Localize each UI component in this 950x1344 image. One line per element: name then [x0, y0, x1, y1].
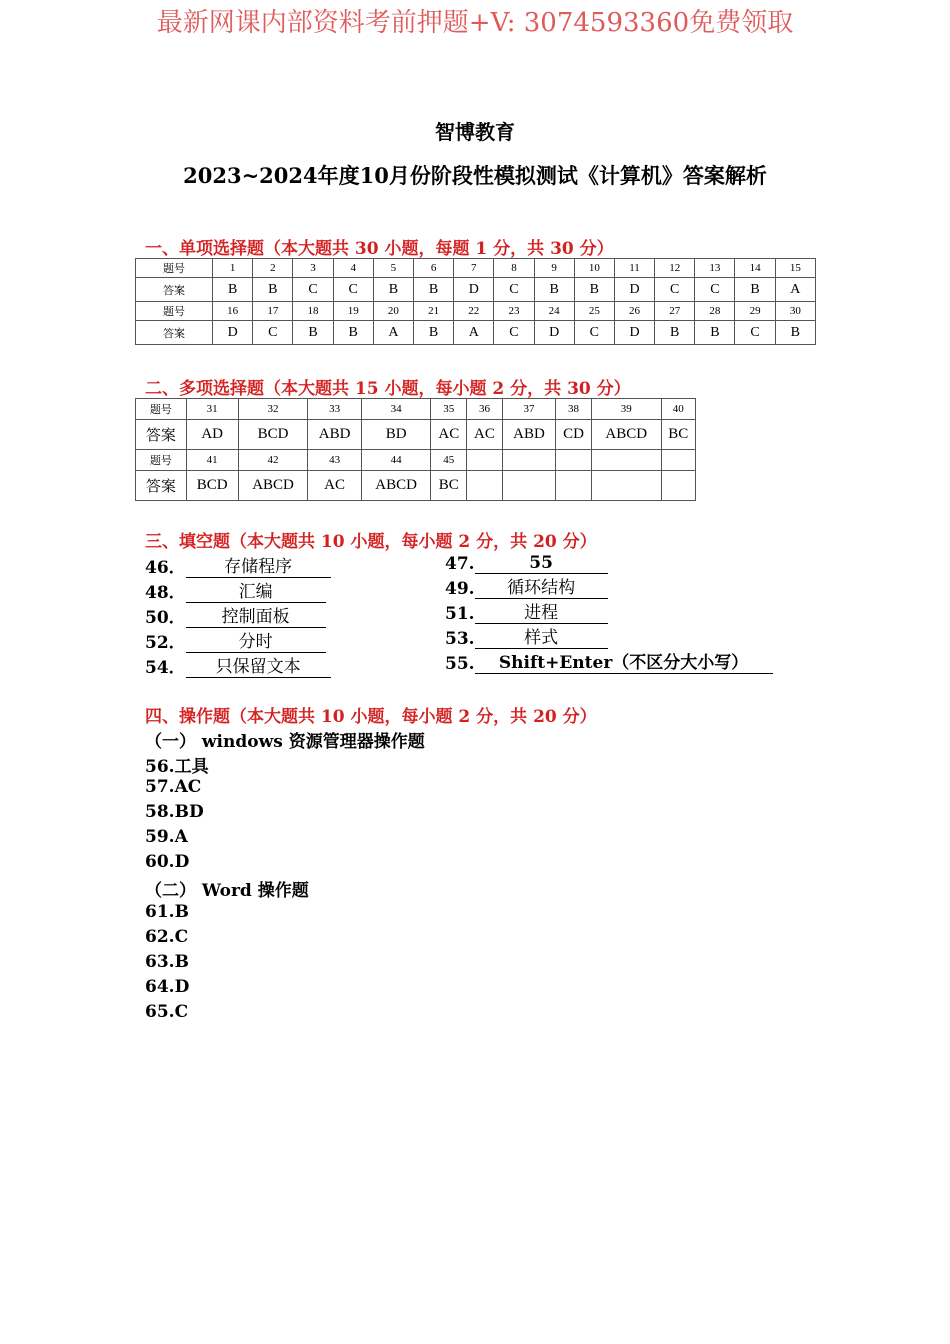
answer-cell: C: [494, 321, 534, 345]
question-number-cell: 25: [574, 302, 614, 321]
fill-item-number: 49.: [445, 579, 475, 599]
fill-item-answer: 只保留文本: [186, 657, 331, 678]
fill-item-number: 51.: [445, 604, 475, 624]
question-number-row: [136, 450, 696, 471]
answer-cell: B: [413, 278, 453, 302]
question-number-cell: 10: [574, 259, 614, 278]
operation-answer-64: 64.D: [145, 977, 190, 997]
answer-cell: A: [454, 321, 494, 345]
answer-cell: C: [695, 278, 735, 302]
question-number-cell: 38: [556, 399, 592, 420]
fill-item-number: 55.: [445, 654, 475, 674]
question-number-cell: 2: [253, 259, 293, 278]
question-number-cell: 24: [534, 302, 574, 321]
answer-cell: D: [534, 321, 574, 345]
fill-item-answer: 进程: [475, 603, 608, 624]
answer-row: [136, 278, 816, 302]
answer-cell: ABD: [502, 420, 555, 450]
fill-item-answer: Shift+Enter（不区分大小写）: [475, 653, 773, 674]
answer-cell: D: [213, 321, 253, 345]
question-number-cell: 28: [695, 302, 735, 321]
answer-cell: CD: [556, 420, 592, 450]
answer-cell: ABD: [308, 420, 361, 450]
question-number-cell: 13: [695, 259, 735, 278]
section-fill-blank-title: 三、填空题（本大题共 10 小题，每小题 2 分，共 20 分）: [145, 532, 597, 552]
answer-cell: D: [614, 278, 654, 302]
fill-item-answer: 存储程序: [186, 557, 331, 578]
fill-item-46: [145, 553, 331, 578]
question-number-cell: 18: [293, 302, 333, 321]
operation-answer-62: 62.C: [145, 927, 189, 947]
question-number-cell: 16: [213, 302, 253, 321]
answer-cell: C: [494, 278, 534, 302]
question-number-label: 题号: [136, 399, 187, 420]
fill-item-answer: 控制面板: [186, 607, 326, 628]
multi-choice-answer-table: [135, 398, 696, 501]
question-number-cell: 44: [361, 450, 431, 471]
question-number-cell: 21: [413, 302, 453, 321]
fill-item-answer: 55: [475, 553, 608, 574]
answer-cell: [502, 471, 555, 501]
answer-cell: A: [775, 278, 815, 302]
fill-item-number: 53.: [445, 629, 475, 649]
question-number-cell: 41: [186, 450, 238, 471]
operation-answer-58: 58.BD: [145, 802, 204, 822]
question-number-cell: 5: [373, 259, 413, 278]
question-number-cell: 36: [467, 399, 503, 420]
question-number-cell: [556, 450, 592, 471]
answer-cell: D: [614, 321, 654, 345]
fill-item-47: [445, 553, 608, 574]
question-number-cell: 32: [238, 399, 308, 420]
answer-label: 答案: [136, 321, 213, 345]
answer-cell: B: [534, 278, 574, 302]
question-number-cell: 14: [735, 259, 775, 278]
fill-item-48: [145, 578, 326, 603]
fill-item-number: 46．: [145, 558, 186, 578]
answer-cell: AD: [186, 420, 238, 450]
operation-answer-56: 56.工具: [145, 757, 209, 777]
answer-cell: [661, 471, 695, 501]
question-number-cell: 4: [333, 259, 373, 278]
operation-answer-59: 59.A: [145, 827, 188, 847]
fill-item-answer: 分时: [186, 632, 326, 653]
answer-cell: ABCD: [591, 420, 661, 450]
question-number-cell: 3: [293, 259, 333, 278]
fill-item-51: [445, 603, 608, 624]
answer-row: [136, 420, 696, 450]
answer-cell: B: [293, 321, 333, 345]
question-number-cell: 12: [655, 259, 695, 278]
answer-cell: B: [775, 321, 815, 345]
answer-cell: C: [574, 321, 614, 345]
question-number-cell: 22: [454, 302, 494, 321]
answer-cell: BCD: [238, 420, 308, 450]
operation-part-word: （二） Word 操作题: [145, 881, 309, 901]
organization-name: 智博教育: [435, 120, 515, 144]
answer-cell: B: [333, 321, 373, 345]
answer-cell: [556, 471, 592, 501]
answer-cell: ABCD: [361, 471, 431, 501]
answer-cell: D: [454, 278, 494, 302]
fill-item-answer: 汇编: [186, 582, 326, 603]
answer-row: [136, 321, 816, 345]
question-number-cell: 9: [534, 259, 574, 278]
answer-cell: B: [574, 278, 614, 302]
question-number-cell: [661, 450, 695, 471]
question-number-cell: [591, 450, 661, 471]
fill-item-number: 50．: [145, 608, 186, 628]
answer-label: 答案: [136, 278, 213, 302]
fill-item-54: [145, 653, 331, 678]
answer-cell: [591, 471, 661, 501]
answer-cell: C: [293, 278, 333, 302]
fill-item-52: [145, 628, 326, 653]
fill-item-number: 48．: [145, 583, 186, 603]
answer-label: 答案: [136, 420, 187, 450]
question-number-cell: [467, 450, 503, 471]
question-number-cell: 29: [735, 302, 775, 321]
question-number-cell: 27: [655, 302, 695, 321]
operation-answer-61: 61.B: [145, 902, 189, 922]
fill-item-answer: 样式: [475, 628, 608, 649]
document-title: 2023~2024年度10月份阶段性模拟测试《计算机》答案解析: [183, 163, 767, 188]
question-number-cell: 26: [614, 302, 654, 321]
question-number-cell: 35: [431, 399, 467, 420]
operation-answer-60: 60.D: [145, 852, 190, 872]
question-number-cell: [502, 450, 555, 471]
question-number-label: 题号: [136, 302, 213, 321]
question-number-cell: 19: [333, 302, 373, 321]
answer-label: 答案: [136, 471, 187, 501]
question-number-cell: 23: [494, 302, 534, 321]
answer-cell: B: [373, 278, 413, 302]
question-number-cell: 34: [361, 399, 431, 420]
fill-item-answer: 循环结构: [475, 578, 608, 599]
operation-part-windows: （一） windows 资源管理器操作题: [145, 732, 425, 752]
section-operation-title: 四、操作题（本大题共 10 小题，每小题 2 分，共 20 分）: [145, 707, 597, 727]
section-multi-choice-title: 二、多项选择题（本大题共 15 小题，每小题 2 分，共 30 分）: [145, 379, 631, 399]
question-number-row: [136, 302, 816, 321]
answer-cell: AC: [431, 420, 467, 450]
section-single-choice-title: 一、单项选择题（本大题共 30 小题，每题 1 分，共 30 分）: [145, 239, 614, 259]
question-number-cell: 17: [253, 302, 293, 321]
operation-answer-57: 57.AC: [145, 777, 202, 797]
question-number-cell: 6: [413, 259, 453, 278]
answer-cell: A: [373, 321, 413, 345]
question-number-cell: 1: [213, 259, 253, 278]
fill-item-55: [445, 653, 773, 674]
question-number-cell: 15: [775, 259, 815, 278]
question-number-cell: 20: [373, 302, 413, 321]
question-number-cell: 39: [591, 399, 661, 420]
answer-cell: B: [655, 321, 695, 345]
question-number-label: 题号: [136, 450, 187, 471]
answer-cell: AC: [308, 471, 361, 501]
answer-cell: B: [695, 321, 735, 345]
answer-cell: BCD: [186, 471, 238, 501]
question-number-row: [136, 259, 816, 278]
answer-cell: AC: [467, 420, 503, 450]
fill-item-53: [445, 628, 608, 649]
answer-cell: BD: [361, 420, 431, 450]
question-number-row: [136, 399, 696, 420]
fill-item-number: 47.: [445, 554, 475, 574]
answer-cell: C: [253, 321, 293, 345]
answer-cell: BC: [431, 471, 467, 501]
fill-item-50: [145, 603, 326, 628]
question-number-cell: 43: [308, 450, 361, 471]
answer-cell: B: [253, 278, 293, 302]
answer-cell: B: [413, 321, 453, 345]
question-number-cell: 11: [614, 259, 654, 278]
answer-cell: C: [735, 321, 775, 345]
answer-cell: C: [655, 278, 695, 302]
question-number-cell: 30: [775, 302, 815, 321]
answer-cell: B: [735, 278, 775, 302]
answer-cell: [467, 471, 503, 501]
operation-answer-65: 65.C: [145, 1002, 189, 1022]
answer-row: [136, 471, 696, 501]
fill-item-number: 52．: [145, 633, 186, 653]
answer-cell: B: [213, 278, 253, 302]
question-number-cell: 7: [454, 259, 494, 278]
question-number-label: 题号: [136, 259, 213, 278]
answer-cell: ABCD: [238, 471, 308, 501]
fill-item-number: 54．: [145, 658, 186, 678]
answer-cell: C: [333, 278, 373, 302]
watermark-banner: 最新网课内部资料考前押题+V: 3074593360免费领取: [156, 8, 794, 38]
operation-answer-63: 63.B: [145, 952, 189, 972]
question-number-cell: 42: [238, 450, 308, 471]
question-number-cell: 33: [308, 399, 361, 420]
question-number-cell: 31: [186, 399, 238, 420]
question-number-cell: 40: [661, 399, 695, 420]
single-choice-answer-table: [135, 258, 816, 345]
question-number-cell: 37: [502, 399, 555, 420]
answer-cell: BC: [661, 420, 695, 450]
question-number-cell: 8: [494, 259, 534, 278]
fill-item-49: [445, 578, 608, 599]
question-number-cell: 45: [431, 450, 467, 471]
